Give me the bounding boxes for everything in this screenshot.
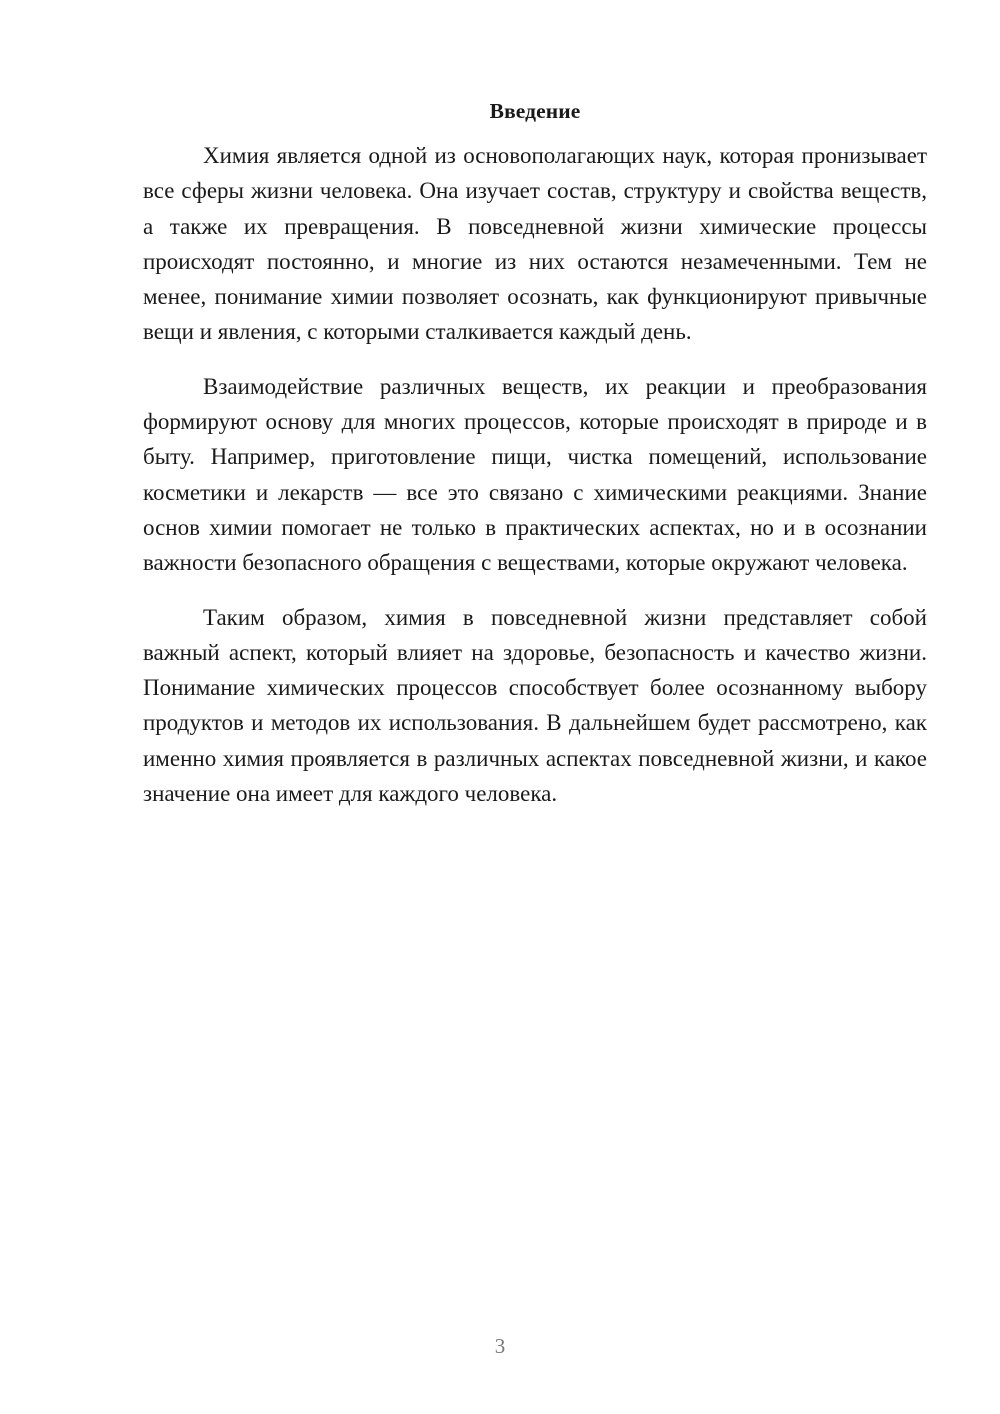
page-content: [143, 96, 927, 830]
section-title: Введение: [489, 99, 581, 123]
paragraph-1: Химия является одной из основополагающих наук, которая пронизывает все сферы жизни человека. Она изучает состав, структуру и свойства веществ, а также их превращения. В повседневной жизни химические процессы происходят постоянно, и многие из них остаются незамеченными. Тем не менее, понимание химии позволяет осознать, как функционируют привычные вещи и явления, с которыми сталкивается каждый день.: [143, 143, 927, 345]
page-number: 3: [494, 1334, 506, 1358]
paragraph-3: Таким образом, химия в повседневной жизни представляет собой важный аспект, который влияет на здоровье, безопасность и качество жизни. Понимание химических процессов способствует более осознанному выбору продуктов и методов их использования. В дальнейшем будет рассмотрено, как именно химия проявляется в различных аспектах повседневной жизни, и какое значение она имеет для каждого человека.: [143, 604, 927, 807]
paragraph-2: Взаимодействие различных веществ, их реакции и преобразования формируют основу для многих процессов, которые происходят в природе и в быту. Например, приготовление пищи, чистка помещений, использование косметики и лекарств — все это связано с химическими реакциями. Знание основ химии помогает не только в практических аспектах, но и в осознании важности безопасного обращения с веществами, которые окружают человека.: [143, 373, 927, 576]
